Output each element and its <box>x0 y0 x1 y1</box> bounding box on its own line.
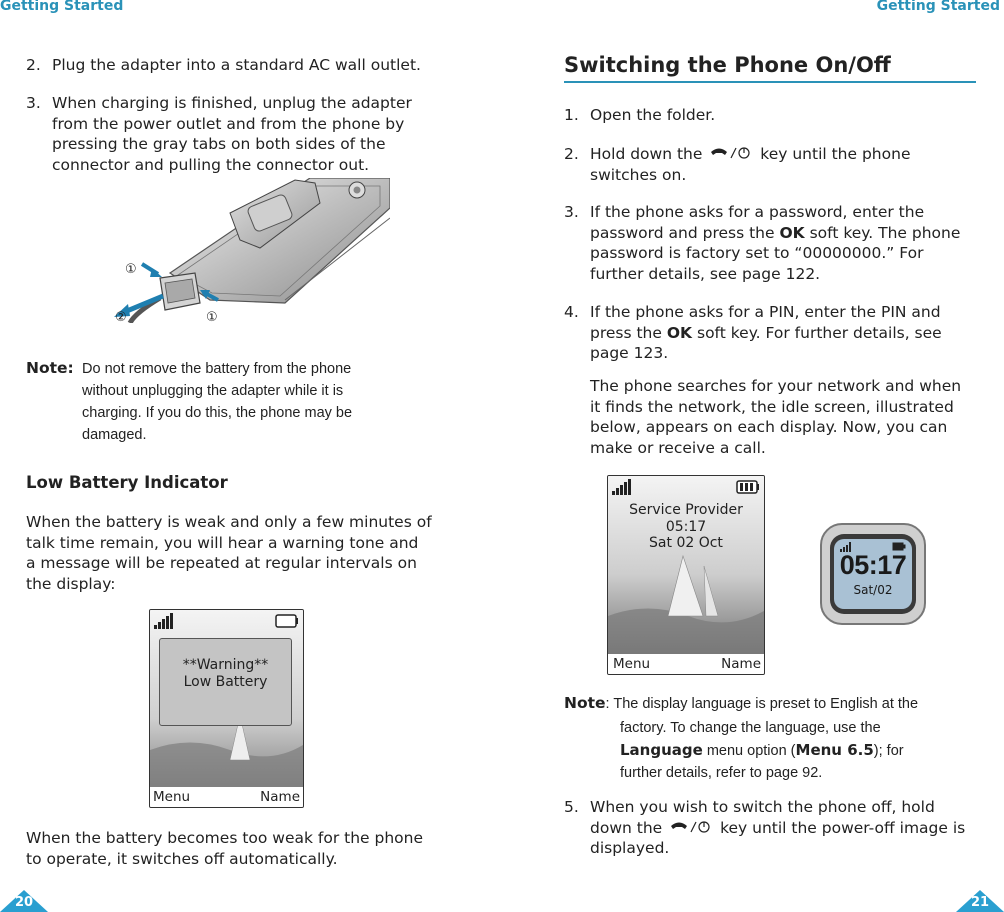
external-clock-date: Sat/02 <box>853 583 893 597</box>
step-line: from the power outlet and from the phone by <box>52 114 405 133</box>
clock-time: 05:17 <box>665 518 707 535</box>
note-line: Do not remove the battery from the phone <box>82 361 352 377</box>
note-text <box>620 717 904 784</box>
step-text-post: key until the phone <box>760 145 911 163</box>
step-text-pre: Hold down the <box>590 145 703 163</box>
external-display-screen <box>834 539 912 609</box>
note-line: : The display language is preset to English at the <box>605 696 919 712</box>
para-line: below, appears on each display. Now, you can <box>590 418 948 436</box>
signal-icon <box>153 613 183 629</box>
text: password and press the <box>590 223 775 242</box>
note-line <box>620 739 904 762</box>
step-text-pre: down the <box>590 818 663 837</box>
text: soft key. The phone <box>809 223 961 242</box>
battery-icon <box>275 614 299 628</box>
note-block <box>564 693 918 715</box>
step-line: connector and pulling the connector out. <box>52 155 370 174</box>
end-key-icon <box>709 146 753 160</box>
text: soft key. For further details, see <box>697 323 942 342</box>
step-line: If the phone asks for a PIN, enter the PIN and <box>590 303 941 321</box>
para-line: it finds the network, the idle screen, illustrated <box>590 397 954 416</box>
para-line: The phone searches for your network and when <box>590 377 962 395</box>
note-line: charging. If you do this, the phone may be <box>82 405 353 421</box>
step-number: 5. <box>564 798 579 816</box>
softkey-name[interactable]: Name <box>721 656 761 672</box>
paragraph <box>590 376 961 458</box>
battery-icon <box>736 480 760 494</box>
page-number-right: 21 <box>970 895 990 910</box>
external-display <box>820 523 926 625</box>
step-text-post: key until the power-off image is <box>720 818 966 837</box>
step-line <box>590 323 942 344</box>
step-number: 2. <box>564 145 579 163</box>
step-number: 4. <box>564 303 579 321</box>
text: ); for <box>873 743 904 759</box>
para-line: talk time remain, you will hear a warning tone and <box>26 533 419 552</box>
note-line: factory. To change the language, use the <box>620 720 881 736</box>
step-number: 3. <box>564 203 579 221</box>
ok-keyword: OK <box>666 323 693 342</box>
phone-charger-illustration <box>100 178 390 323</box>
callout-1-bottom: ① <box>206 310 218 323</box>
step-line: If the phone asks for a password, enter the <box>590 203 925 221</box>
text: press the <box>590 323 662 342</box>
step-number: 2. <box>26 56 41 74</box>
note-line: without unplugging the adapter while it is <box>82 383 344 399</box>
para-line: to operate, it switches off automatically. <box>26 849 338 868</box>
note-label: Note <box>564 694 606 712</box>
menu-keyword: Menu 6.5 <box>795 741 874 759</box>
ok-keyword: OK <box>779 223 805 242</box>
step-line: When charging is finished, unplug the adapter <box>52 94 412 112</box>
external-clock-time: 05:17 <box>839 550 907 580</box>
step-line: switches on. <box>590 165 687 184</box>
page-number-left: 20 <box>14 895 34 910</box>
idle-screen <box>607 475 765 675</box>
softkey-bar <box>608 654 764 674</box>
paragraph-2 <box>26 828 423 869</box>
step-line: password is factory set to “00000000.” For <box>590 244 924 262</box>
step-line: displayed. <box>590 839 670 857</box>
section-title: Low Battery Indicator <box>26 473 228 492</box>
step-text: Plug the adapter into a standard AC wall outlet. <box>52 56 421 74</box>
step-number: 1. <box>564 106 579 124</box>
step-line <box>590 144 910 165</box>
page-title: Switching the Phone On/Off <box>564 53 891 77</box>
note-line: further details, refer to page 92. <box>620 765 823 781</box>
step-line <box>590 818 965 839</box>
softkey-menu[interactable]: Menu <box>613 656 651 672</box>
clock-date: Sat 02 Oct <box>649 535 723 551</box>
step-number: 3. <box>26 94 41 112</box>
para-line: When the battery is weak and only a few minutes of <box>26 513 432 531</box>
softkey-bar <box>150 787 303 807</box>
end-key-icon <box>669 820 713 834</box>
callout-2: ② <box>115 310 127 323</box>
step-line: When you wish to switch the phone off, hold <box>590 798 935 816</box>
para-line: a message will be repeated at regular intervals on <box>26 554 417 572</box>
para-line: the display: <box>26 574 116 593</box>
note-line: damaged. <box>82 427 147 443</box>
step-line: page 123. <box>590 344 669 362</box>
language-keyword: Language <box>620 741 703 759</box>
idle-info <box>608 502 764 552</box>
softkey-name[interactable]: Name <box>260 789 300 805</box>
callout-1-top: ① <box>125 262 137 277</box>
title-rule <box>564 81 976 83</box>
signal-icon <box>611 479 641 495</box>
warning-message: Low Battery <box>183 674 268 690</box>
warning-dialog <box>159 638 292 726</box>
step-line <box>590 223 960 244</box>
softkey-menu[interactable]: Menu <box>153 789 191 805</box>
text: menu option ( <box>706 743 796 759</box>
warning-title: **Warning** <box>182 657 269 673</box>
step-line: pressing the gray tabs on both sides of the <box>52 135 386 153</box>
note-label: Note: <box>26 359 74 377</box>
para-line: When the battery becomes too weak for the phone <box>26 829 424 847</box>
para-line: make or receive a call. <box>590 438 766 457</box>
running-header-left: Getting Started <box>0 0 124 14</box>
step-text: Open the folder. <box>590 106 716 124</box>
low-battery-screen <box>149 609 304 808</box>
service-provider: Service Provider <box>629 502 743 518</box>
note-text <box>82 358 352 446</box>
paragraph <box>26 512 432 594</box>
running-header-right: Getting Started <box>876 0 1000 14</box>
step-line: further details, see page 122. <box>590 264 821 283</box>
